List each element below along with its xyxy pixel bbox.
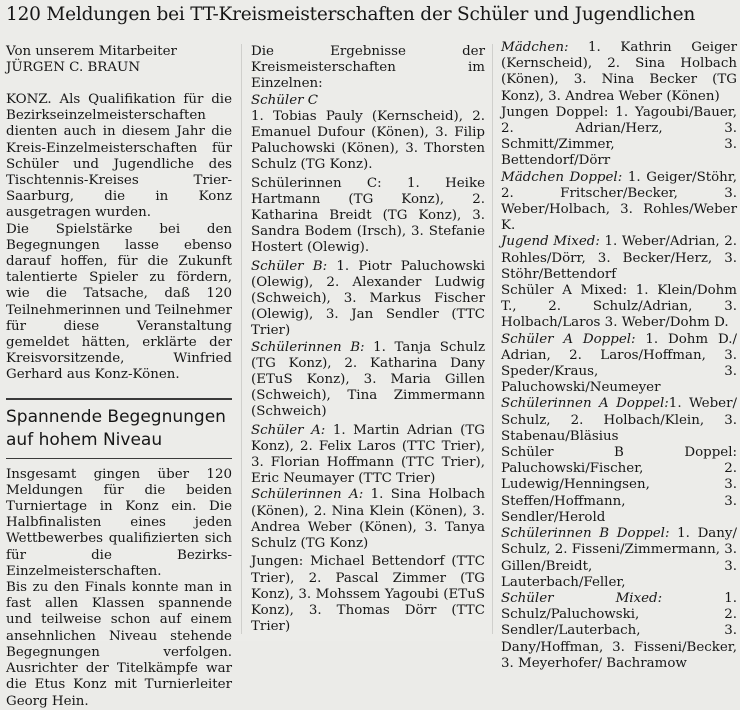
section-rule [6, 458, 232, 459]
result-entry [501, 396, 737, 445]
result-entry [501, 40, 737, 105]
result-text: 1. Schulz/Paluchowski, 2. Sendler/Lauterbach, 3. Dany/Hoffman, 3. Fisseni/Becker, 3. Meyerhofer/ Bachramow [501, 590, 737, 671]
result-text: 1. Tobias Pauly (Kernscheid), 2. Emanuel Dufour (Könen), 3. Filip Paluchowski (Könen), 3. Thorsten Schulz (TG Konz). [251, 108, 485, 173]
result-text: Schüler A Mixed: 1. Klein/Dohm T., 2. Schulz/Adrian, 3. Holbach/Laros 3. Weber/Dohm D. [501, 283, 737, 331]
category-label: Schüler A Doppel: [501, 331, 636, 347]
column-3 [501, 40, 737, 672]
result-text: 1. Martin Adrian (TG Konz), 2. Felix Laros (TTC Trier), 3. Florian Hoffmann (TTC Trier), Eric Neumayer (TTC Trier) [251, 422, 485, 487]
subheadline-line-2: auf hohem Niveau [6, 429, 163, 450]
result-entry [251, 340, 485, 421]
byline-intro: Von unserem Mitarbeiter [6, 44, 177, 59]
result-text: 1. Weber/Adrian, 2. Rohles/Dörr, 3. Becker/Herz, 3. Stöhr/Bettendorf [501, 234, 737, 282]
result-entry [251, 259, 485, 340]
paragraph-intro: KONZ. Als Qualifikation für die Bezirkseinzelmeisterschaften dienten auch in diesem Jahr die Kreis-Einzelmeisterschaften für Schüler und Jugendliche des Tischtennis-Kreises Trier-Saarburg, die in Konz ausgetragen wurden. [6, 92, 232, 221]
result-text: 1. Sina Holbach (Könen), 2. Nina Klein (Könen), 3. Andrea Weber (Könen), 3. Tanya Schulz (TG Konz) [251, 487, 485, 552]
result-entry [501, 170, 737, 235]
result-text: 1. Tanja Schulz (TG Konz), 2. Katharina Dany (ETuS Konz), 3. Maria Gillen (Schweich), Tina Zimmermann (Schweich) [251, 339, 486, 420]
result-text: Jungen: Michael Bettendorf (TTC Trier), 2. Pascal Zimmer (TG Konz), 3. Mohssem Yagoubi (ETuS Konz), 3. Thomas Dörr (TTC Trier) [251, 554, 485, 635]
byline [6, 44, 232, 76]
column-divider [492, 44, 493, 634]
category-label: Mädchen Doppel: [501, 169, 623, 185]
column-divider [241, 44, 242, 634]
result-text: Schülerinnen C: 1. Heike Hartmann (TG Konz), 2. Katharina Breidt (TG Konz), 3. Sandra Bodem (Irsch), 3. Stefanie Hostert (Olewig). [251, 175, 485, 256]
result-entry [251, 423, 485, 488]
result-text: Schüler B Doppel: Paluchowski/Fischer, 2. Ludewig/Henningsen, 3. Steffen/Hoffmann, 3. Sendler/Herold [501, 445, 737, 525]
paragraph-entries: Insgesamt gingen über 120 Meldungen für die beiden Turniertage in Konz ein. Die Halbfinalisten eines jeden Wettbewerbes qualifizierten sich für die Bezirks-Einzelmeisterschaften. [6, 466, 232, 579]
result-text: 1. Geiger/Stöhr, 2. Fritscher/Becker, 3. Weber/Holbach, 3. Rohles/Weber K. [501, 169, 737, 234]
result-entry [501, 332, 737, 397]
category-label: Schülerinnen A Doppel: [501, 396, 669, 412]
category-label: Mädchen: [501, 40, 569, 55]
result-text: 1. Weber/ Schulz, 2. Holbach/Klein, 3. Stabenau/Bläsius [501, 396, 738, 444]
category-label: Schüler B: [251, 258, 328, 274]
category-label: Schüler Mixed: [501, 590, 663, 606]
result-entry [501, 591, 737, 672]
section-rule [6, 398, 232, 400]
paragraph-finals: Bis zu den Finals konnte man in fast allen Klassen spannende und teilweise schon auf einem ansehnlichen Niveau stehende Begegnungen verfolgen. Ausrichter der Titelkämpfe war die Etus Konz mit Turnierleiter Georg Hein. [6, 580, 232, 709]
result-entry [501, 526, 737, 591]
category-label: Schülerinnen A: [251, 487, 364, 503]
category-label: Jugend Mixed: [501, 234, 600, 250]
column-2 [251, 44, 485, 635]
subheadline-line-1: Spannende Begegnungen [6, 406, 226, 427]
result-entry [251, 487, 485, 552]
category-label: Schülerinnen B: [251, 339, 365, 355]
result-entry [501, 234, 737, 283]
article-headline: 120 Meldungen bei TT-Kreismeisterschaften der Schüler und Jugendlichen [6, 4, 696, 25]
result-text: Jungen Doppel: 1. Yagoubi/Bauer, 2. Adrian/Herz, 3. Schmitt/Zimmer, 3. Bettendorf/Dörr [501, 104, 737, 169]
paragraph-quote: Die Spielstärke bei den Begegnungen lasse ebenso darauf hoffen, für die Zukunft talentierte Spieler zu fördern, wie die Tatsache, daß 120 Teilnehmerinnen und Teilnehmer für diese Veranstaltung gemeldet hätten, erklärte der Kreisvorsitzende, Winfried Gerhard aus Konz-Könen. [6, 221, 232, 383]
results-intro: Die Ergebnisse der Kreismeisterschaften im Einzelnen: [251, 44, 485, 92]
result-text: 1. Piotr Paluchowski (Olewig), 2. Alexander Ludwig (Schweich), 3. Markus Fischer (Olewig), 3. Jan Sendler (TTC Trier) [251, 258, 486, 339]
category-label: Schüler A: [251, 422, 326, 438]
subheadline [6, 406, 232, 452]
category-label: Schüler C [251, 92, 319, 108]
result-text: 1. Kathrin Geiger (Kernscheid), 2. Sina Holbach (Könen), 3. Nina Becker (TG Konz), 3. Andrea Weber (Könen) [501, 40, 737, 104]
column-1 [6, 44, 232, 710]
result-text: 1. Dany/ Schulz, 2. Fisseni/Zimmermann, 3. Gillen/Breidt, 3. Lauterbach/Feller, [501, 526, 737, 590]
category-label: Schülerinnen B Doppel: [501, 526, 670, 542]
byline-author: JÜRGEN C. BRAUN [6, 60, 141, 75]
result-text: 1. Dohm D./ Adrian, 2. Laros/Hoffman, 3. Speder/Kraus, 3. Paluchowski/Neumeyer [501, 331, 737, 396]
